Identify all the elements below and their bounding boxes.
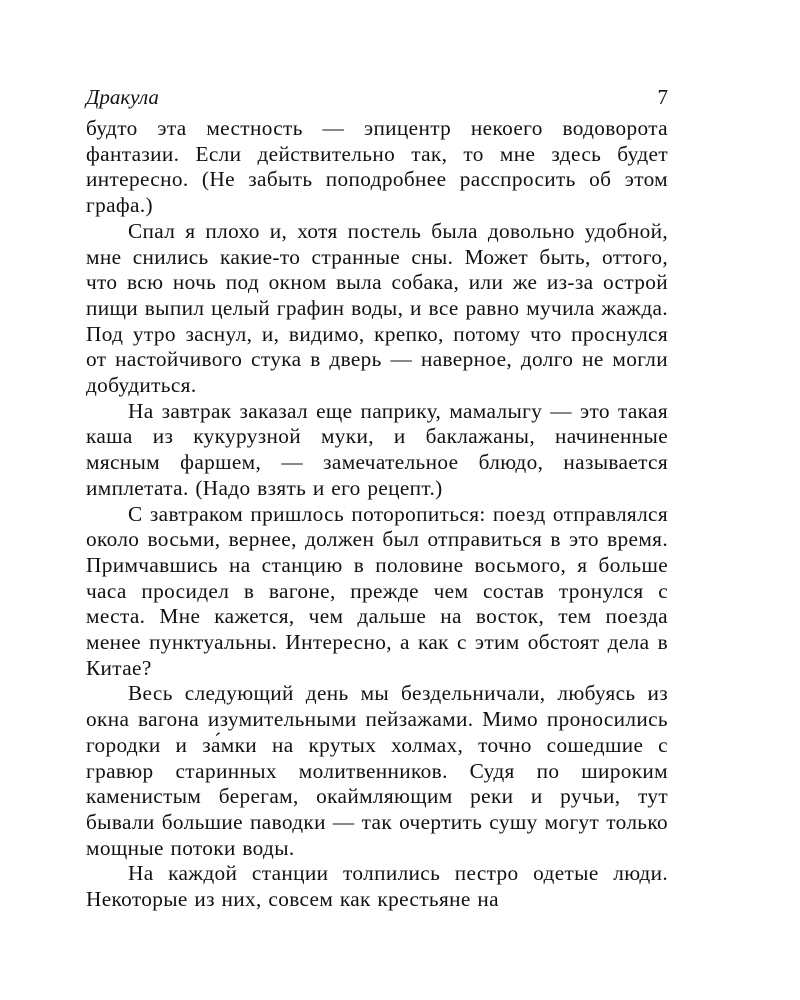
book-page — [86, 84, 668, 913]
paragraph: С завтраком пришлось поторопиться: поезд отправлялся около восьми, вернее, должен был отправиться в это время. Примчавшись на станцию в половине восьмого, я больше часа просидел в вагоне, прежде чем состав тронулся с места. Мне кажется, чем дальше на восток, тем поезда менее пунктуальны. Интересно, а как с этим обстоят дела в Китае? — [86, 501, 668, 680]
paragraph: На каждой станции толпились пестро одетые люди. Некоторые из них, совсем как крестьяне на — [86, 861, 668, 912]
running-title: Дракула — [86, 85, 159, 109]
paragraph: будто эта местность — эпицентр некоего водоворота фантазии. Если действительно так, то мне здесь будет интересно. (Не забыть поподробнее расспросить об этом графа.) — [86, 116, 668, 218]
paragraph: На завтрак заказал еще паприку, мамалыгу — это такая каша из кукурузной муки, и баклажаны, начиненные мясным фаршем, — замечательное блюдо, называется имплетата. (Надо взять и его рецепт.) — [86, 398, 668, 500]
body-text — [86, 116, 668, 913]
page-number: 7 — [657, 85, 668, 109]
running-header — [86, 84, 668, 116]
paragraph: Спал я плохо и, хотя постель была довольно удобной, мне снились какие-то странные сны. Может быть, оттого, что всю ночь под окном выла собака, или же из-за острой пищи выпил целый графин воды, и все равно мучила жажда. Под утро заснул, и, видимо, крепко, потому что проснулся от настойчивого стука в дверь — наверное, долго не могли добудиться. — [86, 218, 668, 398]
paragraph: Весь следующий день мы бездельничали, любуясь из окна вагона изумительными пейзажами. Мимо проносились городки и за́мки на крутых холмах, точно сошедшие с гравюр старинных молитвенников. Судя по широким каменистым берегам, окаймляющим реки и ручьи, тут бывали большие паводки — так очертить сушу могут только мощные потоки воды. — [86, 681, 668, 860]
